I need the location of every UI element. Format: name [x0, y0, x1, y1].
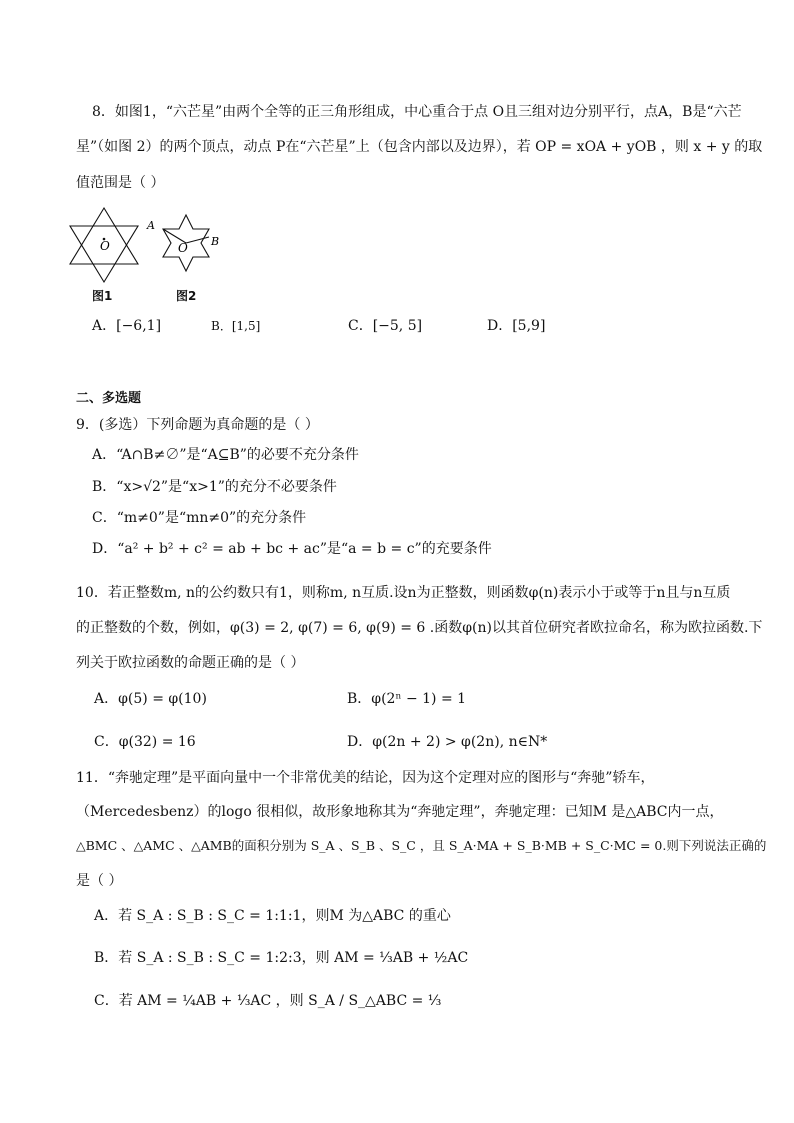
- q9-option-d: D．“a² + b² + c² = ab + bc + ac”是“a = b = c”的充要条件: [92, 541, 492, 557]
- q8-line3: 值范围是（ ）: [76, 175, 165, 191]
- q10-option-c: C．φ(32) = 16: [94, 734, 196, 750]
- q8-option-c: C．[−5, 5]: [348, 318, 423, 334]
- q9-option-b: B．“x>√2”是“x>1”的充分不必要条件: [92, 479, 337, 495]
- q8-option-a: A．[−6,1]: [92, 318, 162, 334]
- q11-option-a: A．若 S_A : S_B : S_C = 1:1:1，则M 为△ABC 的重心: [94, 908, 451, 924]
- q11-line2: （Mercedesbenz）的logo 很相似，故形象地称其为“奔驰定理”，奔驰定理：已知M 是△ABC内一点，: [76, 804, 724, 820]
- q9-stem: 9．(多选）下列命题为真命题的是（ ）: [76, 417, 319, 433]
- q10-line1: 10．若正整数m, n的公约数只有1，则称m, n互质.设n为正整数，则函数φ(n)表示小于或等于n且与n互质: [76, 585, 731, 601]
- q11-line1: 11．“奔驰定理”是平面向量中一个非常优美的结论，因为这个定理对应的图形与“奔驰”轿车，: [76, 770, 655, 786]
- q10-line2: 的正整数的个数，例如，φ(3) = 2, φ(7) = 6, φ(9) = 6 .函数φ(n)以其首位研究者欧拉命名，称为欧拉函数.下: [76, 620, 763, 636]
- fig2-label-A: A: [147, 219, 155, 232]
- figure-2-star: [146, 206, 224, 284]
- q8-line1: 8．如图1，“六芒星”由两个全等的正三角形组成，中心重合于点 O且三组对边分别平行，点A，B是“六芒: [92, 104, 742, 120]
- figure-1-caption: 图1: [92, 289, 113, 303]
- q11-option-b: B．若 S_A : S_B : S_C = 1:2:3，则 AM = ⅓AB + ½AC: [94, 950, 469, 966]
- q10-option-a: A．φ(5) = φ(10): [94, 691, 207, 707]
- q9-option-a: A．“A∩B≠∅”是“A⊆B”的必要不充分条件: [92, 447, 359, 463]
- fig1-center-label: O: [100, 239, 110, 253]
- figure-1-hexagram: [68, 206, 140, 284]
- q8-option-b: B．[1,5]: [211, 319, 261, 333]
- q8-option-d: D．[5,9]: [487, 318, 546, 334]
- q11-option-c: C．若 AM = ¼AB + ⅓AC ，则 S_A / S_△ABC = ⅓: [94, 993, 442, 1009]
- fig2-center-label: O: [178, 241, 188, 255]
- fig2-label-B: B: [211, 235, 220, 248]
- q11-line3: △BMC 、△AMC 、△AMB的面积分别为 S_A 、S_B 、S_C ，且 S_A·MA + S_B·MB + S_C·MC = 0.则下列说法正确的: [76, 838, 767, 853]
- q10-option-d: D．φ(2n + 2) > φ(2n), n∈N*: [347, 734, 548, 750]
- q11-line4: 是（ ）: [76, 873, 123, 889]
- section-title: 二、多选题: [76, 391, 142, 406]
- q10-option-b: B．φ(2ⁿ − 1) = 1: [347, 691, 467, 707]
- q9-option-c: C．“m≠0”是“mn≠0”的充分条件: [92, 510, 307, 526]
- q10-line3: 列关于欧拉函数的命题正确的是（ ）: [76, 655, 305, 671]
- q8-line2: 星”（如图 2）的两个顶点，动点 P在“六芒星”上（包含内部以及边界），若 OP = xOA + yOB ，则 x + y 的取: [76, 139, 763, 155]
- figure-2-caption: 图2: [176, 289, 197, 303]
